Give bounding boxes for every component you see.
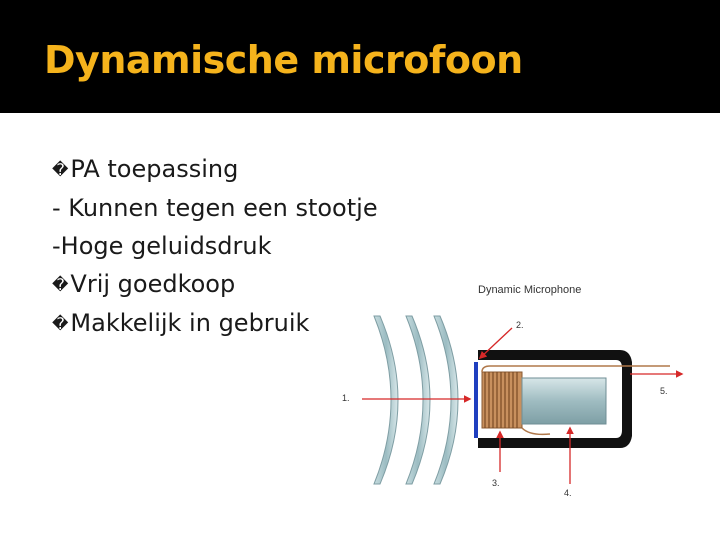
label-1: 1. bbox=[342, 393, 350, 403]
sub-item-geluidsdruk bbox=[52, 227, 378, 265]
magnet bbox=[522, 378, 606, 424]
coil-wire-lower bbox=[522, 428, 550, 434]
bullet-text: Vrij goedkoop bbox=[70, 270, 236, 298]
figure-title: Dynamic Microphone bbox=[478, 284, 582, 296]
bullet-list bbox=[52, 150, 378, 343]
diaphragm bbox=[474, 362, 478, 438]
slide-title: Dynamische microfoon bbox=[44, 38, 523, 82]
label-4: 4. bbox=[564, 488, 572, 498]
bullet-glyph: � bbox=[52, 275, 69, 294]
sound-wave-3 bbox=[434, 316, 458, 484]
bullet-text: - Kunnen tegen een stootje bbox=[52, 194, 378, 222]
bullet-text: PA toepassing bbox=[70, 155, 239, 183]
bullet-glyph: � bbox=[52, 314, 69, 333]
bullet-item-gebruik bbox=[52, 304, 378, 343]
bullet-item-goedkoop bbox=[52, 265, 378, 304]
sub-item-stootje bbox=[52, 189, 378, 227]
voice-coil bbox=[482, 372, 522, 428]
dynamic-microphone-diagram bbox=[330, 270, 710, 500]
label-3: 3. bbox=[492, 478, 500, 488]
title-bar bbox=[0, 0, 720, 113]
sound-wave-1 bbox=[374, 316, 398, 484]
bullet-item-pa bbox=[52, 150, 378, 189]
sound-wave-2 bbox=[406, 316, 430, 484]
label-5: 5. bbox=[660, 386, 668, 396]
bullet-text: -Hoge geluidsdruk bbox=[52, 232, 272, 260]
bullet-glyph: � bbox=[52, 160, 69, 179]
bullet-text: Makkelijk in gebruik bbox=[70, 309, 310, 337]
coil-wire bbox=[482, 366, 670, 372]
label-2: 2. bbox=[516, 320, 524, 330]
